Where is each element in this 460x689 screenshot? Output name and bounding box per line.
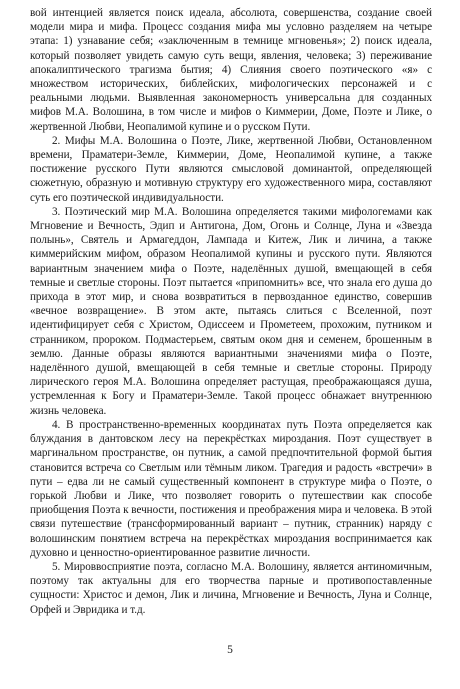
paragraph-5: 5. Мироввосприятие поэта, согласно М.А. Волошину, является антиномичным, поэтому так актуальны для его творчества парные и противопоставленные сущности: Христос и демон, Лик и личина, Мгновение и Вечность, Луна и Солнце, Орфей и Эвридика и т.д. <box>30 560 432 616</box>
paragraph-2: 2. Мифы М.А. Волошина о Поэте, Лике, жертвенной Любви, Остановленном времени, Праматери-Земле, Киммерии, Доме, Неопалимой купине, а также постижение русского Пути являются смысловой доминантой, определяющей сюжетную, образную и мотивную структуру его художественного мира, составляют суть его поэтической индивидуальности. <box>30 134 432 204</box>
paragraph-3: 3. Поэтический мир М.А. Волошина определяется такими мифологемами как Мгновение и Вечность, Эдип и Антигона, Дом, Огонь и Солнце, Луна и «Звезда полынь», Святель и Армагеддон, Лампада и Китеж, Лик и личина, а также киммерийским мифом, образом Неопалимой купины и русского пути. Являются вариантным значением мифа о Поэте, наделённых душой, вмещающей в себя темные и светлые стороны. Поэт пытается «припомнить» все, что знала его душа до прихода в этот мир, и снова возвратиться в первозданное единство, совершив «вечное возвращение». В этом акте, пытаясь слиться с Вселенной, поэт идентифицирует себя с Христом, Одиссеем и Прометеем, прохожим, путником и странником, пророком. Подмастерьем, святым оком дня и семенем, брошенным в землю. Данные образы являются вариантными значениями мифа о Поэте, наделённого душой, вмещающей в себя темные и светлые стороны. Природу лирического героя М.А. Волошина определяет растущая, преображающаяся душа, устремленная к Богу и Праматери-Земле. Такой процесс обнажает внутреннюю жизнь человека. <box>30 205 432 417</box>
paragraph-intro: вой интенцией является поиск идеала, абсолюта, совершенства, создание своей модели мира и мифа. Процесс создания мифа мы условно разделяем на четыре этапа: 1) узнавание себя; «заключенным в темнице мгновенья»; 2) поиск идеала, который позволяет увидеть самую суть вещи, явления, человека; 3) переживание апокалиптического трагизма бытия; 4) Слияния своего поэтического «я» с множеством исторических, библейских, мифологических персонажей и с реальными людьми. Выявленная закономерность универсальна для созданных мифов М.А. Волошина, в том числе и мифов о Киммерии, Доме, Поэте и Лике, о жертвенной Любви, Неопалимой купине и о русском Пути. <box>30 7 432 133</box>
paragraph-4: 4. В пространственно-временных координатах путь Поэта определяется как блуждания в дантовском лесу на перекрёстках мироздания. Поэт существует в маргинальном пространстве, он путник, а самой предпочтительной формой бытия становится встреча со Светлым или тёмным ликом. Трагедия и радость «встречи» в пути – едва ли не самый существенный компонент в структуре мифа о Поэте, о горькой Любви и Лике, что позволяет говорить о путешествии как способе приобщения Поэта к вечности, постижения и преображения мира и человека. В этой связи путешествие (трансформированный вариант – путник, странник) наряду с волошинским понятием встреча на перекрёстках мироздания воспринимается как духовно и ценностно-ориентированное развитие личности. <box>30 418 432 559</box>
page-number: 5 <box>227 644 233 656</box>
